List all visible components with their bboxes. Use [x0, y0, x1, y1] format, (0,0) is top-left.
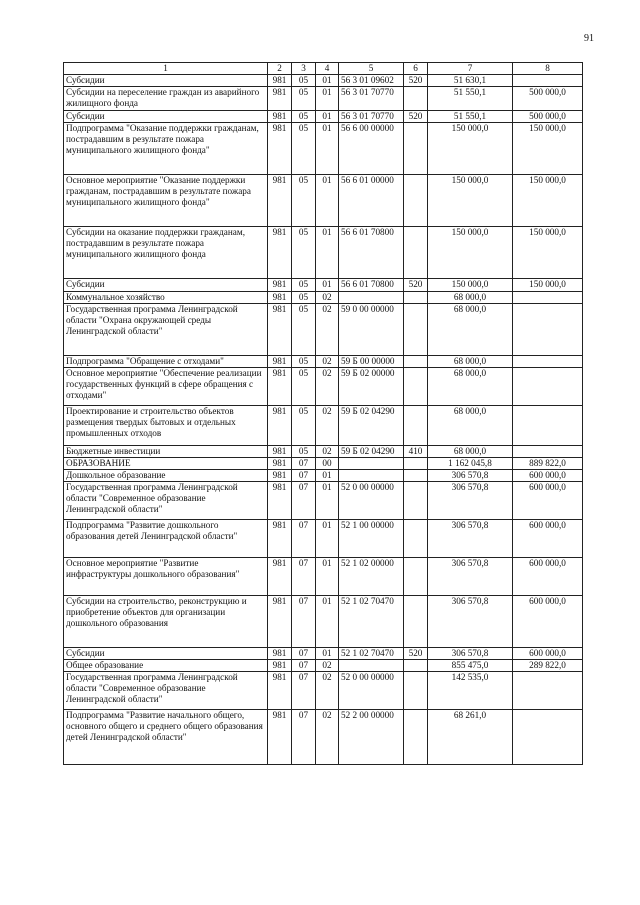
header-cell: 8 [513, 63, 583, 75]
section-cell: 05 [292, 356, 316, 368]
expense-type-cell [404, 470, 428, 482]
section-cell: 07 [292, 672, 316, 710]
budget-table [63, 62, 583, 765]
amount-year1-cell: 68 000,0 [428, 446, 513, 458]
expense-type-cell [404, 458, 428, 470]
table-row [64, 75, 583, 87]
section-cell: 05 [292, 304, 316, 356]
amount-year1-cell: 68 000,0 [428, 368, 513, 406]
item-name-cell: Основное мероприятие "Оказание поддержки гражданам, пострадавшим в результате пожара муниципального жилищного фонда" [64, 175, 268, 227]
target-article-cell: 56 3 01 70770 [339, 87, 404, 111]
section-cell: 07 [292, 558, 316, 596]
subsection-cell: 02 [316, 304, 339, 356]
target-article-cell: 52 0 00 00000 [339, 482, 404, 520]
subsection-cell: 02 [316, 406, 339, 446]
expense-type-cell: 520 [404, 648, 428, 660]
subsection-cell: 02 [316, 356, 339, 368]
expense-type-cell [404, 292, 428, 304]
subsection-cell: 01 [316, 648, 339, 660]
header-cell: 2 [268, 63, 292, 75]
amount-year2-cell [513, 304, 583, 356]
amount-year1-cell: 51 550,1 [428, 111, 513, 123]
amount-year1-cell: 68 261,0 [428, 710, 513, 765]
section-cell: 05 [292, 87, 316, 111]
item-name-cell: Субсидии на переселение граждан из аварийного жилищного фонда [64, 87, 268, 111]
amount-year2-cell [513, 356, 583, 368]
amount-year1-cell: 51 550,1 [428, 87, 513, 111]
expense-type-cell [404, 710, 428, 765]
amount-year2-cell: 150 000,0 [513, 123, 583, 175]
item-name-cell: Основное мероприятие "Развитие инфраструктуры дошкольного образования" [64, 558, 268, 596]
expense-type-cell [404, 87, 428, 111]
expense-type-cell [404, 672, 428, 710]
amount-year1-cell: 51 630,1 [428, 75, 513, 87]
table-row [64, 111, 583, 123]
target-article-cell: 52 0 00 00000 [339, 672, 404, 710]
header-cell: 5 [339, 63, 404, 75]
expense-type-cell [404, 660, 428, 672]
amount-year2-cell: 150 000,0 [513, 227, 583, 279]
admin-code-cell: 981 [268, 292, 292, 304]
target-article-cell [339, 292, 404, 304]
item-name-cell: Государственная программа Ленинградской области "Охрана окружающей среды Ленинградской области" [64, 304, 268, 356]
table-row [64, 596, 583, 648]
item-name-cell: Подпрограмма "Оказание поддержки гражданам, пострадавшим в результате пожара муниципального жилищного фонда" [64, 123, 268, 175]
section-cell: 05 [292, 406, 316, 446]
section-cell: 05 [292, 111, 316, 123]
admin-code-cell: 981 [268, 596, 292, 648]
header-cell: 3 [292, 63, 316, 75]
subsection-cell: 02 [316, 672, 339, 710]
table-row [64, 458, 583, 470]
admin-code-cell: 981 [268, 87, 292, 111]
admin-code-cell: 981 [268, 558, 292, 596]
amount-year1-cell: 855 475,0 [428, 660, 513, 672]
section-cell: 07 [292, 470, 316, 482]
expense-type-cell [404, 596, 428, 648]
subsection-cell: 02 [316, 292, 339, 304]
item-name-cell: Субсидии [64, 111, 268, 123]
table-row [64, 446, 583, 458]
amount-year1-cell: 68 000,0 [428, 406, 513, 446]
amount-year2-cell: 600 000,0 [513, 648, 583, 660]
expense-type-cell: 520 [404, 111, 428, 123]
item-name-cell: Субсидии [64, 648, 268, 660]
amount-year2-cell [513, 292, 583, 304]
expense-type-cell [404, 558, 428, 596]
table-row [64, 660, 583, 672]
amount-year2-cell [513, 672, 583, 710]
table-row [64, 304, 583, 356]
amount-year2-cell [513, 710, 583, 765]
item-name-cell: ОБРАЗОВАНИЕ [64, 458, 268, 470]
amount-year1-cell: 142 535,0 [428, 672, 513, 710]
section-cell: 07 [292, 710, 316, 765]
amount-year1-cell: 306 570,8 [428, 648, 513, 660]
target-article-cell [339, 470, 404, 482]
amount-year2-cell: 600 000,0 [513, 520, 583, 558]
amount-year1-cell: 150 000,0 [428, 175, 513, 227]
amount-year2-cell [513, 75, 583, 87]
amount-year2-cell: 600 000,0 [513, 558, 583, 596]
target-article-cell: 59 Б 02 04290 [339, 406, 404, 446]
admin-code-cell: 981 [268, 406, 292, 446]
table-row [64, 520, 583, 558]
admin-code-cell: 981 [268, 175, 292, 227]
admin-code-cell: 981 [268, 356, 292, 368]
expense-type-cell: 410 [404, 446, 428, 458]
item-name-cell: Подпрограмма "Развитие дошкольного образования детей Ленинградской области" [64, 520, 268, 558]
amount-year2-cell [513, 406, 583, 446]
admin-code-cell: 981 [268, 672, 292, 710]
page-number: 91 [584, 33, 594, 44]
amount-year1-cell: 306 570,8 [428, 520, 513, 558]
admin-code-cell: 981 [268, 648, 292, 660]
subsection-cell: 01 [316, 227, 339, 279]
admin-code-cell: 981 [268, 368, 292, 406]
table-row [64, 368, 583, 406]
table-row [64, 710, 583, 765]
admin-code-cell: 981 [268, 446, 292, 458]
table-body [64, 75, 583, 765]
admin-code-cell: 981 [268, 75, 292, 87]
section-cell: 05 [292, 292, 316, 304]
amount-year2-cell: 889 822,0 [513, 458, 583, 470]
subsection-cell: 01 [316, 482, 339, 520]
header-row [64, 63, 583, 75]
table-row [64, 470, 583, 482]
item-name-cell: Субсидии [64, 75, 268, 87]
target-article-cell: 56 6 01 00000 [339, 175, 404, 227]
target-article-cell: 56 6 00 00000 [339, 123, 404, 175]
subsection-cell: 01 [316, 596, 339, 648]
admin-code-cell: 981 [268, 279, 292, 292]
admin-code-cell: 981 [268, 123, 292, 175]
expense-type-cell [404, 175, 428, 227]
expense-type-cell [404, 520, 428, 558]
table-row [64, 482, 583, 520]
amount-year1-cell: 306 570,8 [428, 482, 513, 520]
expense-type-cell [404, 123, 428, 175]
item-name-cell: Субсидии [64, 279, 268, 292]
admin-code-cell: 981 [268, 304, 292, 356]
table-row [64, 279, 583, 292]
target-article-cell: 59 Б 02 00000 [339, 368, 404, 406]
expense-type-cell: 520 [404, 279, 428, 292]
header-cell: 4 [316, 63, 339, 75]
amount-year2-cell: 600 000,0 [513, 482, 583, 520]
table-row [64, 87, 583, 111]
header-cell: 1 [64, 63, 268, 75]
target-article-cell: 56 6 01 70800 [339, 227, 404, 279]
item-name-cell: Дошкольное образование [64, 470, 268, 482]
amount-year1-cell: 306 570,8 [428, 596, 513, 648]
amount-year2-cell: 600 000,0 [513, 596, 583, 648]
target-article-cell [339, 458, 404, 470]
amount-year2-cell: 150 000,0 [513, 279, 583, 292]
amount-year1-cell: 1 162 045,8 [428, 458, 513, 470]
item-name-cell: Основное мероприятие "Обеспечение реализации государственных функций в сфере обращения с отходами" [64, 368, 268, 406]
amount-year2-cell: 150 000,0 [513, 175, 583, 227]
section-cell: 07 [292, 520, 316, 558]
amount-year2-cell: 500 000,0 [513, 87, 583, 111]
target-article-cell: 52 1 02 70470 [339, 648, 404, 660]
subsection-cell: 02 [316, 446, 339, 458]
table-row [64, 406, 583, 446]
target-article-cell: 52 2 00 00000 [339, 710, 404, 765]
expense-type-cell [404, 304, 428, 356]
subsection-cell: 01 [316, 87, 339, 111]
subsection-cell: 02 [316, 710, 339, 765]
amount-year1-cell: 68 000,0 [428, 292, 513, 304]
item-name-cell: Подпрограмма "Обращение с отходами" [64, 356, 268, 368]
admin-code-cell: 981 [268, 482, 292, 520]
subsection-cell: 01 [316, 470, 339, 482]
admin-code-cell: 981 [268, 520, 292, 558]
table-row [64, 227, 583, 279]
section-cell: 07 [292, 482, 316, 520]
amount-year2-cell: 500 000,0 [513, 111, 583, 123]
header-cell: 6 [404, 63, 428, 75]
section-cell: 05 [292, 279, 316, 292]
target-article-cell: 56 3 01 70770 [339, 111, 404, 123]
subsection-cell: 01 [316, 558, 339, 596]
table-row [64, 672, 583, 710]
target-article-cell: 52 1 02 00000 [339, 558, 404, 596]
section-cell: 05 [292, 175, 316, 227]
header-cell: 7 [428, 63, 513, 75]
amount-year1-cell: 68 000,0 [428, 304, 513, 356]
admin-code-cell: 981 [268, 470, 292, 482]
amount-year1-cell: 150 000,0 [428, 227, 513, 279]
expense-type-cell: 520 [404, 75, 428, 87]
section-cell: 05 [292, 368, 316, 406]
section-cell: 05 [292, 123, 316, 175]
item-name-cell: Государственная программа Ленинградской области "Современное образование Ленинградской области" [64, 672, 268, 710]
admin-code-cell: 981 [268, 458, 292, 470]
section-cell: 07 [292, 660, 316, 672]
section-cell: 07 [292, 648, 316, 660]
admin-code-cell: 981 [268, 660, 292, 672]
amount-year1-cell: 150 000,0 [428, 279, 513, 292]
table-row [64, 558, 583, 596]
amount-year1-cell: 68 000,0 [428, 356, 513, 368]
section-cell: 05 [292, 227, 316, 279]
target-article-cell [339, 660, 404, 672]
item-name-cell: Бюджетные инвестиции [64, 446, 268, 458]
table-row [64, 648, 583, 660]
expense-type-cell [404, 356, 428, 368]
item-name-cell: Государственная программа Ленинградской области "Современное образование Ленинградской области" [64, 482, 268, 520]
target-article-cell: 56 6 01 70800 [339, 279, 404, 292]
expense-type-cell [404, 227, 428, 279]
section-cell: 05 [292, 75, 316, 87]
table-row [64, 292, 583, 304]
expense-type-cell [404, 368, 428, 406]
target-article-cell: 59 Б 02 04290 [339, 446, 404, 458]
item-name-cell: Проектирование и строительство объектов размещения твердых бытовых и отдельных промышленных отходов [64, 406, 268, 446]
target-article-cell: 52 1 02 70470 [339, 596, 404, 648]
admin-code-cell: 981 [268, 710, 292, 765]
admin-code-cell: 981 [268, 227, 292, 279]
section-cell: 07 [292, 458, 316, 470]
admin-code-cell: 981 [268, 111, 292, 123]
amount-year2-cell: 600 000,0 [513, 470, 583, 482]
expense-type-cell [404, 406, 428, 446]
subsection-cell: 02 [316, 660, 339, 672]
item-name-cell: Общее образование [64, 660, 268, 672]
item-name-cell: Субсидии на строительство, реконструкцию и приобретение объектов для организации дошкольного образования [64, 596, 268, 648]
expense-type-cell [404, 482, 428, 520]
table-row [64, 123, 583, 175]
target-article-cell: 59 0 00 00000 [339, 304, 404, 356]
section-cell: 07 [292, 596, 316, 648]
amount-year2-cell [513, 446, 583, 458]
subsection-cell: 01 [316, 111, 339, 123]
amount-year1-cell: 306 570,8 [428, 558, 513, 596]
table-row [64, 175, 583, 227]
amount-year1-cell: 306 570,8 [428, 470, 513, 482]
item-name-cell: Коммунальное хозяйство [64, 292, 268, 304]
subsection-cell: 01 [316, 175, 339, 227]
target-article-cell: 56 3 01 09602 [339, 75, 404, 87]
subsection-cell: 00 [316, 458, 339, 470]
target-article-cell: 59 Б 00 00000 [339, 356, 404, 368]
subsection-cell: 01 [316, 279, 339, 292]
amount-year2-cell [513, 368, 583, 406]
subsection-cell: 01 [316, 520, 339, 558]
subsection-cell: 02 [316, 368, 339, 406]
item-name-cell: Подпрограмма "Развитие начального общего, основного общего и среднего общего образования детей Ленинградской области" [64, 710, 268, 765]
subsection-cell: 01 [316, 75, 339, 87]
subsection-cell: 01 [316, 123, 339, 175]
table-row [64, 356, 583, 368]
amount-year1-cell: 150 000,0 [428, 123, 513, 175]
target-article-cell: 52 1 00 00000 [339, 520, 404, 558]
amount-year2-cell: 289 822,0 [513, 660, 583, 672]
item-name-cell: Субсидии на оказание поддержки гражданам, пострадавшим в результате пожара муниципального жилищного фонда [64, 227, 268, 279]
section-cell: 05 [292, 446, 316, 458]
